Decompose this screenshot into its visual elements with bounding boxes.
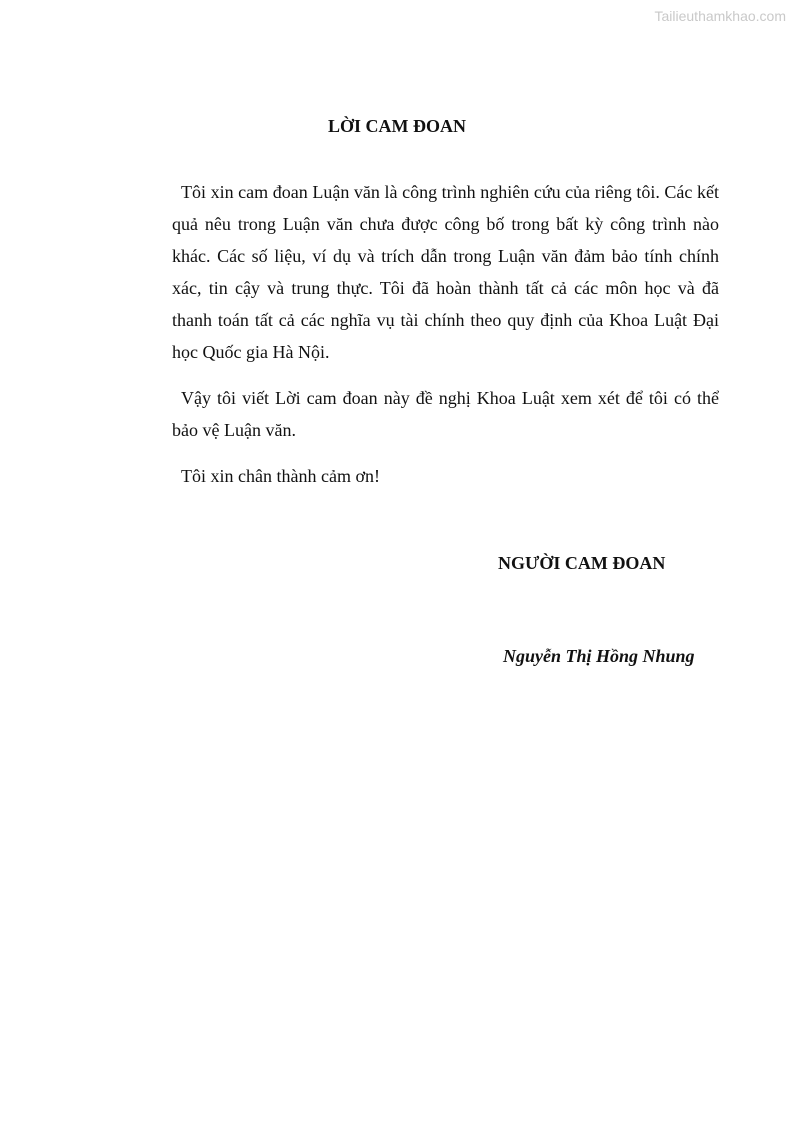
body-paragraph-3: Tôi xin chân thành cảm ơn!: [181, 466, 380, 486]
watermark-text: Tailieuthamkhao.com: [654, 8, 786, 24]
document-title: LỜI CAM ĐOAN: [328, 116, 466, 136]
signer-heading: NGƯỜI CAM ĐOAN: [498, 553, 666, 573]
body-paragraph-2: Vậy tôi viết Lời cam đoan này đề nghị Khoa Luật xem xét để tôi có thể bảo vệ Luận văn.: [172, 388, 719, 440]
document-body: [172, 176, 719, 506]
signer-name: Nguyễn Thị Hồng Nhung: [503, 646, 695, 666]
body-paragraph-1: Tôi xin cam đoan Luận văn là công trình nghiên cứu của riêng tôi. Các kết quả nêu trong Luận văn chưa được công bố trong bất kỳ công trình nào khác. Các số liệu, ví dụ và trích dẫn trong Luận văn đảm bảo tính chính xác, tin cậy và trung thực. Tôi đã hoàn thành tất cả các môn học và đã thanh toán tất cả các nghĩa vụ tài chính theo quy định của Khoa Luật Đại học Quốc gia Hà Nội.: [172, 182, 719, 362]
